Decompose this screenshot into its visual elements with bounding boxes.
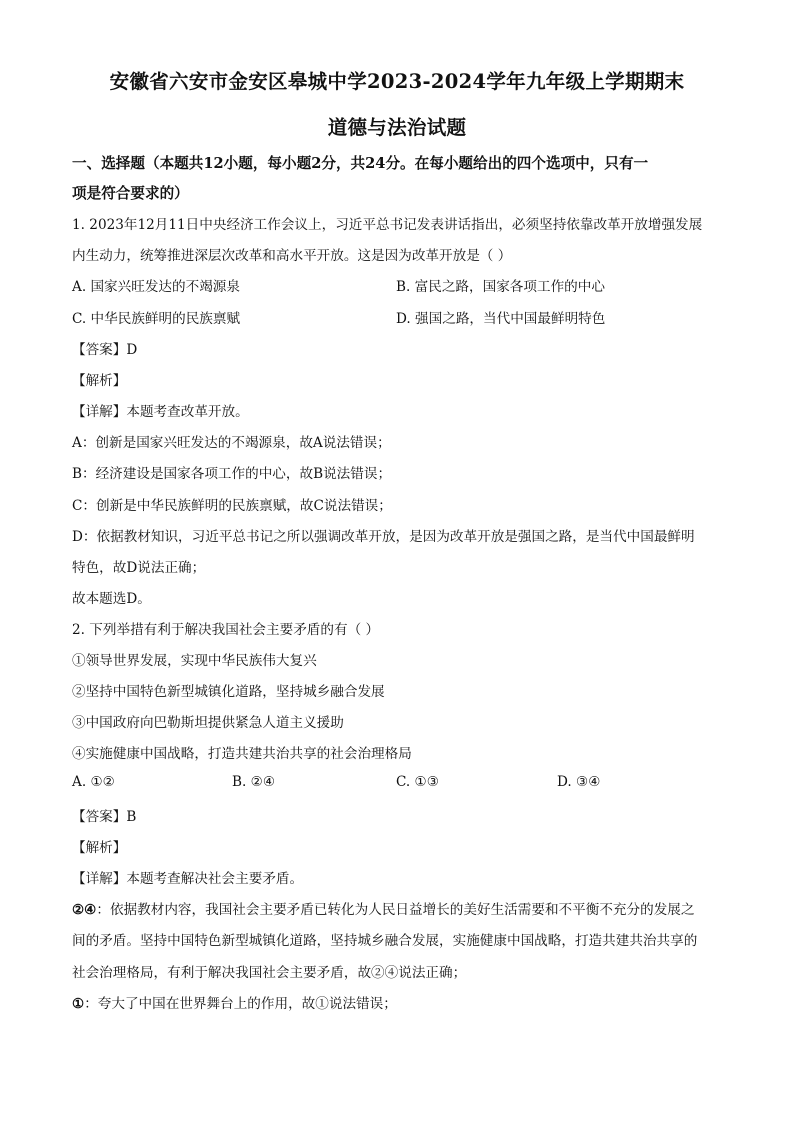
q2-explain-text: ：依据教材内容，我国社会主要矛盾已转化为人民日益增长的美好生活需要和不平衡不充分的发展之 [96, 902, 695, 918]
q2-option-b: B. ②④ [232, 774, 276, 790]
q2-analysis-label: 【解析】 [72, 840, 127, 856]
q1-explain-b: B：经济建设是国家各项工作的中心，故B说法错误； [72, 466, 392, 482]
q1-explain-c: C：创新是中华民族鲜明的民族禀赋，故C说法错误； [72, 498, 392, 514]
q1-option-d: D. 强国之路，当代中国最鲜明特色 [396, 311, 606, 327]
q2-explain-line4 [72, 992, 397, 1012]
section-heading-line2: 项是符合要求的） [72, 185, 189, 202]
q1-answer: 【答案】D [72, 342, 138, 358]
q2-option-c: C. ①③ [396, 774, 439, 790]
q2-detail: 【详解】本题考查解决社会主要矛盾。 [72, 871, 304, 887]
q2-explain-line3: 社会治理格局，有利于解决我国社会主要矛盾，故②④说法正确； [72, 965, 467, 981]
q1-analysis-label: 【解析】 [72, 373, 127, 389]
q2-item-1: ①领导世界发展，实现中华民族伟大复兴 [72, 653, 317, 669]
q2-explain-line2: 间的矛盾。坚持中国特色新型城镇化道路，坚持城乡融合发展，实施健康中国战略，打造共建共治共享的 [72, 933, 698, 949]
section-heading-line1: 一、选择题（本题共12小题，每小题2分，共24分。在每小题给出的四个选项中，只有一 [72, 155, 649, 172]
q2-explain-marker: ②④ [72, 902, 97, 918]
q1-option-c: C. 中华民族鲜明的民族禀赋 [72, 311, 241, 327]
q1-stem-line2: 内生动力，统筹推进深层次改革和高水平开放。这是因为改革开放是（ ） [72, 248, 512, 264]
q1-explain-d-line1: D：依据教材知识，习近平总书记之所以强调改革开放，是因为改革开放是强国之路，是当代中国最鲜明 [72, 529, 695, 545]
page-subtitle: 道德与法治试题 [327, 116, 467, 139]
q1-option-b: B. 富民之路，国家各项工作的中心 [396, 279, 605, 295]
q2-option-a: A. ①② [72, 774, 115, 790]
q2-option-d: D. ③④ [557, 774, 601, 790]
q2-item-2: ②坚持中国特色新型城镇化道路，坚持城乡融合发展 [72, 684, 385, 700]
q1-option-a: A. 国家兴旺发达的不竭源泉 [72, 279, 240, 295]
q1-explain-a: A：创新是国家兴旺发达的不竭源泉，故A说法错误； [72, 435, 391, 451]
page-title: 安徽省六安市金安区皋城中学2023-2024学年九年级上学期期末 [109, 70, 685, 93]
q2-explain-text-2: ：夸大了中国在世界舞台上的作用，故①说法错误； [84, 996, 397, 1012]
q2-item-4: ④实施健康中国战略，打造共建共治共享的社会治理格局 [72, 746, 412, 762]
q1-detail: 【详解】本题考查改革开放。 [72, 404, 249, 420]
q2-explain-line1 [72, 898, 695, 918]
q1-explain-d-line2: 特色，故D说法正确； [72, 560, 206, 576]
q1-stem-line1: 1. 2023年12月11日中央经济工作会议上，习近平总书记发表讲话指出，必须坚持依靠改革开放增强发展 [72, 217, 703, 233]
q1-conclusion: 故本题选D。 [72, 591, 151, 607]
q2-stem: 2. 下列举措有利于解决我国社会主要矛盾的有（ ） [72, 622, 380, 638]
q2-explain-marker-2: ① [72, 996, 85, 1012]
q2-item-3: ③中国政府向巴勒斯坦提供紧急人道主义援助 [72, 715, 344, 731]
q2-answer: 【答案】B [72, 809, 137, 825]
